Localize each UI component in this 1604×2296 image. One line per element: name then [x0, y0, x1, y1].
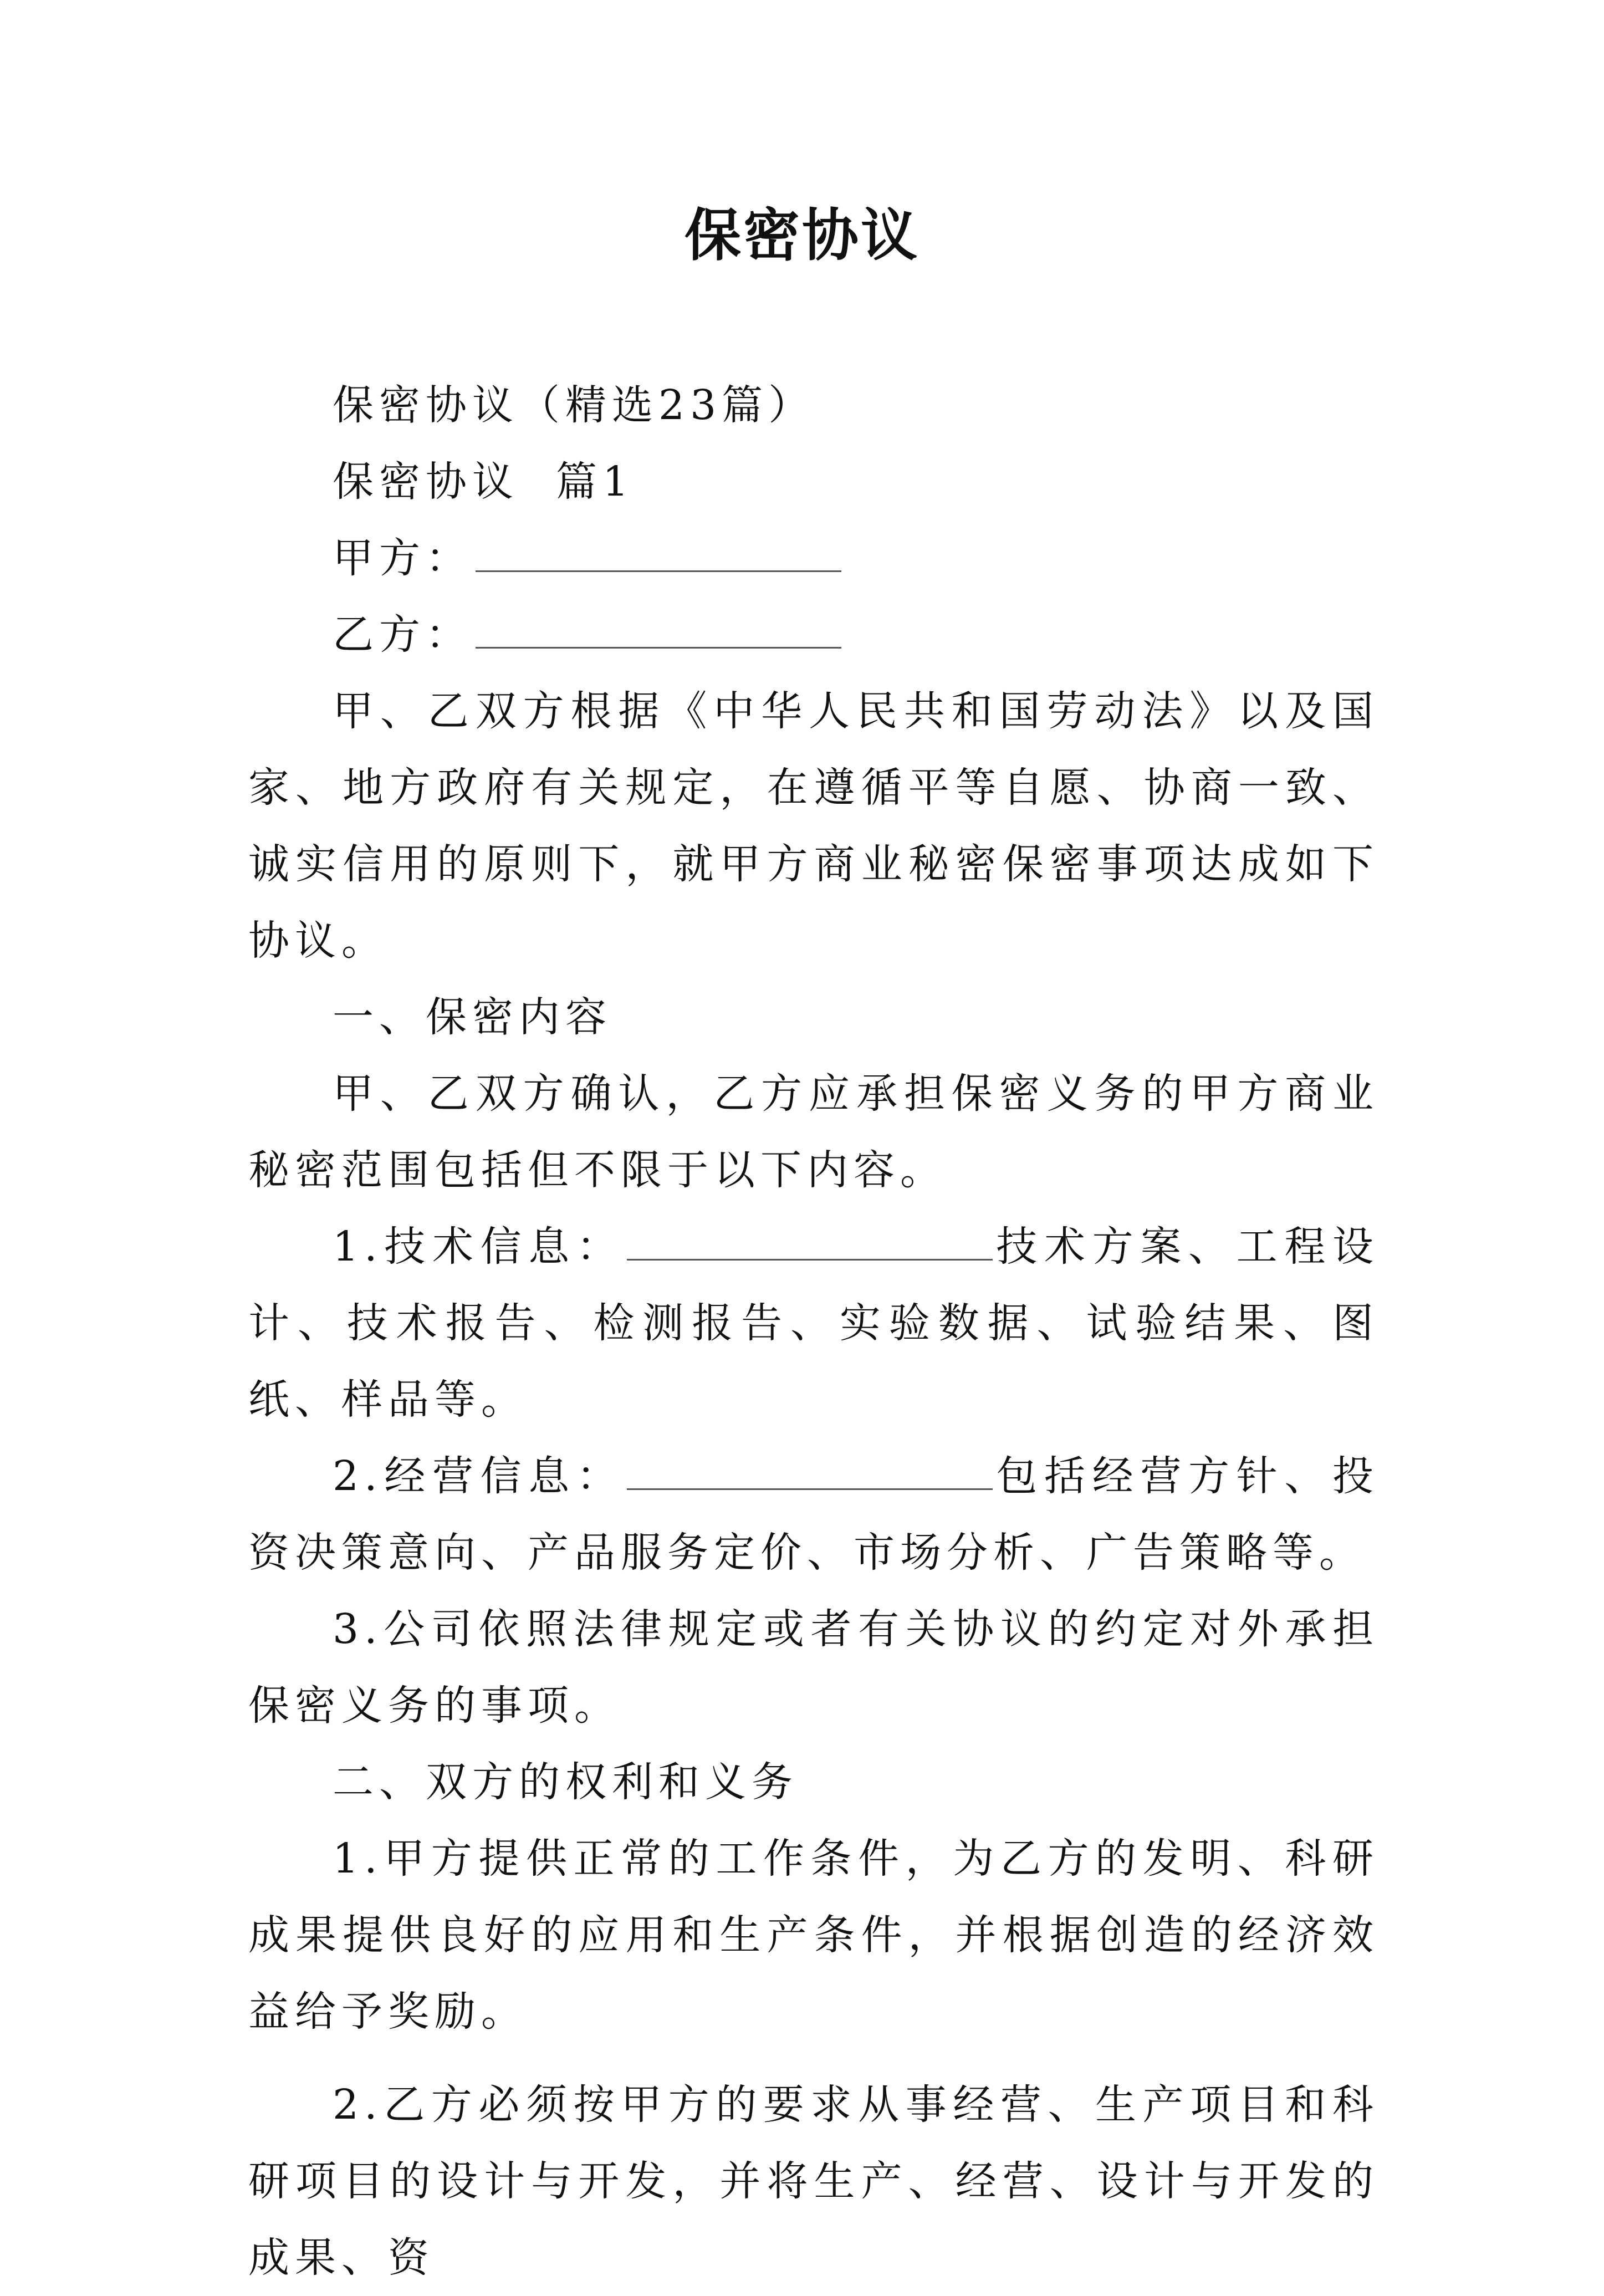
party-b-blank — [476, 609, 841, 649]
party-b-line — [248, 596, 1379, 673]
item3-paragraph: 3.公司依照法律规定或者有关协议的约定对外承担保密义务的事项。 — [248, 1605, 1379, 1729]
heading-collection: 保密协议（精选23篇） — [333, 381, 815, 429]
item2-prefix: 2.经营信息： — [333, 1452, 625, 1500]
party-a-label: 甲方： — [333, 534, 472, 582]
document-title: 保密协议 — [684, 202, 920, 269]
item2-blank — [627, 1451, 993, 1490]
party-a-line — [248, 520, 1379, 596]
section2-title: 二、双方的权利和义务 — [333, 1758, 798, 1806]
item1-blank — [627, 1221, 993, 1261]
party-a-blank — [476, 533, 841, 572]
item2-paragraph — [248, 1438, 1379, 1591]
intro-paragraph: 甲、乙双方根据《中华人民共和国劳动法》以及国家、地方政府有关规定，在遵循平等自愿、协商一致、诚实信用的原则下，就甲方商业秘密保密事项达成如下协议。 — [248, 687, 1379, 965]
item1-paragraph — [248, 1208, 1379, 1438]
party-b-label: 乙方： — [333, 611, 472, 659]
section2-item2: 2.乙方必须按甲方的要求从事经营、生产项目和科研项目的设计与开发，并将生产、经营、设计与开发的成果、资 — [248, 2081, 1379, 2282]
item1-suffix: 技术方案、工程设计、技术报告、检测报告、实验数据、试验结果、图纸、样品等。 — [248, 1223, 1380, 1423]
heading-part: 保密协议 篇1 — [333, 458, 635, 506]
item1-prefix: 1.技术信息： — [333, 1223, 625, 1271]
section1-title: 一、保密内容 — [333, 993, 612, 1041]
item2-suffix: 包括经营方针、投资决策意向、产品服务定价、市场分析、广告策略等。 — [248, 1452, 1380, 1576]
section1-intro: 甲、乙双方确认，乙方应承担保密义务的甲方商业秘密范围包括但不限于以下内容。 — [248, 1070, 1379, 1194]
document-body — [248, 367, 1379, 2296]
section2-item1: 1.甲方提供正常的工作条件，为乙方的发明、科研成果提供良好的应用和生产条件，并根据创造的经济效益给予奖励。 — [248, 1835, 1379, 2035]
